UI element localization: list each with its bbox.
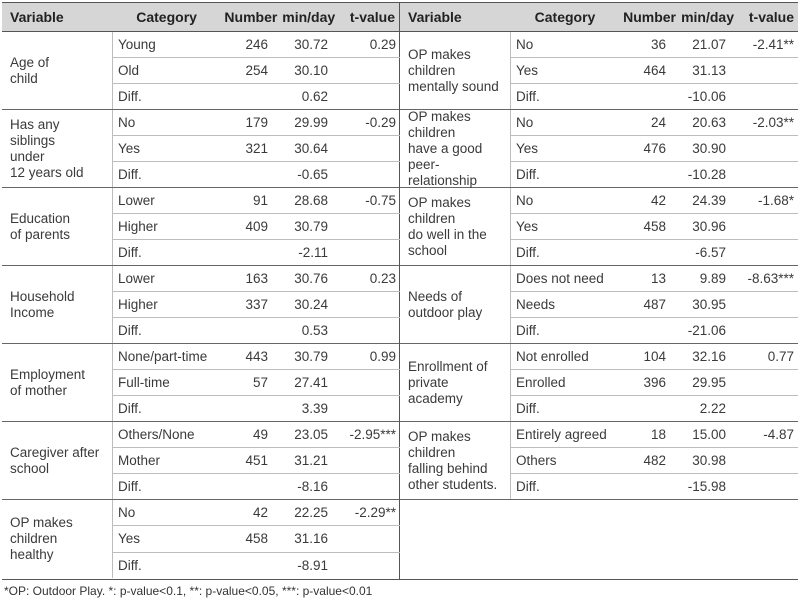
cell-number: 91 xyxy=(252,193,268,208)
cell-category: No xyxy=(510,32,620,57)
table-header xyxy=(2,3,399,32)
table-row xyxy=(112,344,400,369)
cell-category: Lower xyxy=(112,266,222,291)
variable-group xyxy=(400,32,798,110)
cell-t-value: -2.29** xyxy=(354,505,396,521)
table-row xyxy=(112,291,400,317)
cell-min-per-day: 29.95 xyxy=(692,375,726,390)
variable-label: OP makes children do well in the school xyxy=(408,194,487,258)
variable-group xyxy=(2,188,399,266)
category-rows xyxy=(112,422,400,499)
cell-min-per-day: 15.00 xyxy=(692,427,726,442)
cell-min-per-day: 30.24 xyxy=(294,297,328,312)
category-rows xyxy=(112,344,400,421)
header-category: Category xyxy=(534,9,596,25)
table-row xyxy=(510,266,798,291)
category-rows xyxy=(510,188,798,265)
cell-number: 179 xyxy=(245,115,268,130)
table-header xyxy=(400,3,798,32)
cell-number: 163 xyxy=(245,271,268,286)
table-row xyxy=(510,239,798,265)
variable-group xyxy=(2,422,399,500)
cell-t-value: -0.75 xyxy=(365,193,396,208)
table-row xyxy=(510,32,798,57)
variable-label: Education of parents xyxy=(10,210,71,242)
header-variable: Variable xyxy=(408,9,462,25)
table-row xyxy=(510,344,798,369)
table-row xyxy=(112,447,400,473)
cell-min-per-day: 29.99 xyxy=(294,115,328,130)
cell-t-value: -2.41** xyxy=(752,37,794,52)
cell-min-per-day: -6.57 xyxy=(695,245,726,260)
category-rows xyxy=(112,188,400,265)
table-row xyxy=(112,317,400,343)
header-number: Number xyxy=(224,9,278,25)
cell-number: 476 xyxy=(643,141,666,156)
cell-category: Needs xyxy=(510,292,620,317)
cell-min-per-day: 9.89 xyxy=(699,271,726,286)
header-t-value: t-value xyxy=(748,9,794,25)
cell-t-value: -8.63*** xyxy=(747,271,794,286)
table-row xyxy=(112,552,400,578)
cell-min-per-day: 20.63 xyxy=(692,115,726,130)
cell-category: Others/None xyxy=(112,422,222,447)
cell-number: 24 xyxy=(650,115,666,130)
variable-group xyxy=(2,110,399,188)
category-rows xyxy=(510,344,798,421)
cell-number: 396 xyxy=(643,375,666,390)
cell-min-per-day: 30.98 xyxy=(692,453,726,468)
table-row xyxy=(112,213,400,239)
cell-category: Does not need xyxy=(510,266,620,291)
cell-min-per-day: 30.10 xyxy=(294,63,328,78)
table-row xyxy=(112,525,400,551)
cell-t-value: -1.68* xyxy=(757,193,794,208)
cell-t-value: -0.29 xyxy=(365,115,396,130)
category-rows xyxy=(510,32,798,109)
cell-t-value: 0.29 xyxy=(369,37,396,52)
cell-category: No xyxy=(112,110,222,135)
cell-min-per-day: -10.28 xyxy=(687,167,726,182)
variable-group xyxy=(400,422,798,500)
category-rows xyxy=(510,110,798,187)
variable-label: Enrollment of private academy xyxy=(408,358,488,406)
cell-min-per-day: 2.22 xyxy=(699,401,726,416)
cell-t-value: -2.95*** xyxy=(349,427,396,442)
variable-group xyxy=(2,32,399,110)
table-row xyxy=(112,500,400,525)
variable-group xyxy=(400,188,798,266)
cell-number: 443 xyxy=(245,349,268,364)
table-row xyxy=(112,83,400,109)
cell-min-per-day: 0.53 xyxy=(301,323,328,338)
cell-category: No xyxy=(510,110,620,135)
cell-category: Diff. xyxy=(510,240,620,265)
table-row xyxy=(510,447,798,473)
results-table xyxy=(2,2,798,580)
cell-category: Enrolled xyxy=(510,370,620,395)
cell-category: Higher xyxy=(112,214,222,239)
cell-min-per-day: 3.39 xyxy=(301,401,328,416)
cell-min-per-day: -15.98 xyxy=(687,479,726,494)
cell-number: 409 xyxy=(245,219,268,234)
cell-category: Diff. xyxy=(112,553,222,578)
cell-min-per-day: 31.21 xyxy=(294,453,328,468)
variable-label: Needs of outdoor play xyxy=(408,288,483,320)
cell-t-value: 0.99 xyxy=(369,349,396,364)
table-row xyxy=(112,473,400,499)
cell-min-per-day: 31.13 xyxy=(692,63,726,78)
category-rows xyxy=(112,32,400,109)
cell-number: 337 xyxy=(245,297,268,312)
cell-number: 42 xyxy=(650,193,666,208)
cell-min-per-day: -8.16 xyxy=(297,479,328,494)
cell-min-per-day: 27.41 xyxy=(294,375,328,390)
cell-category: Entirely agreed xyxy=(510,422,620,447)
cell-category: None/part-time xyxy=(112,344,222,369)
cell-category: Diff. xyxy=(112,396,222,421)
cell-number: 458 xyxy=(643,219,666,234)
cell-min-per-day: 30.96 xyxy=(692,219,726,234)
table-row xyxy=(510,83,798,109)
cell-number: 458 xyxy=(245,531,268,547)
variable-group xyxy=(400,110,798,188)
cell-number: 246 xyxy=(245,37,268,52)
table-left-half xyxy=(2,2,400,580)
table-body-right xyxy=(400,32,798,579)
cell-category: Full-time xyxy=(112,370,222,395)
variable-label: OP makes children have a good peer-relationship xyxy=(408,108,483,188)
cell-category: Diff. xyxy=(112,84,222,109)
category-rows xyxy=(112,266,400,343)
category-rows xyxy=(510,422,798,499)
category-rows xyxy=(112,110,400,187)
cell-category: Mother xyxy=(112,448,222,473)
category-rows xyxy=(510,266,798,343)
table-right-half xyxy=(400,2,798,580)
cell-category: Not enrolled xyxy=(510,344,620,369)
cell-t-value: 0.77 xyxy=(767,349,794,364)
cell-number: 49 xyxy=(252,427,268,442)
table-row xyxy=(112,32,400,57)
cell-min-per-day: 24.39 xyxy=(692,193,726,208)
cell-min-per-day: -21.06 xyxy=(687,323,726,338)
table-row xyxy=(112,369,400,395)
table-row xyxy=(510,110,798,135)
table-row xyxy=(510,161,798,187)
variable-group xyxy=(400,266,798,344)
cell-category: Others xyxy=(510,448,620,473)
variable-label: Household Income xyxy=(10,288,75,320)
cell-min-per-day: 30.76 xyxy=(294,271,328,286)
cell-number: 42 xyxy=(252,505,268,521)
table-row xyxy=(112,239,400,265)
variable-group xyxy=(2,266,399,344)
cell-category: Yes xyxy=(112,526,222,551)
cell-number: 464 xyxy=(643,63,666,78)
table-row xyxy=(510,291,798,317)
cell-category: Lower xyxy=(112,188,222,213)
variable-label: Age of child xyxy=(10,54,50,86)
header-category: Category xyxy=(136,9,197,25)
table-row xyxy=(510,213,798,239)
cell-min-per-day: 23.05 xyxy=(294,427,328,442)
cell-category: Diff. xyxy=(112,474,222,499)
table-row xyxy=(510,57,798,83)
table-body-left xyxy=(2,32,399,579)
cell-t-value: -2.03** xyxy=(752,115,794,130)
cell-category: Diff. xyxy=(112,240,222,265)
table-row xyxy=(112,57,400,83)
cell-category: Yes xyxy=(510,136,620,161)
cell-number: 321 xyxy=(245,141,268,156)
variable-label: OP makes children healthy xyxy=(10,515,73,562)
cell-category: No xyxy=(112,500,222,525)
cell-min-per-day: 30.95 xyxy=(692,297,726,312)
header-t-value: t-value xyxy=(349,9,396,25)
table-row xyxy=(510,422,798,447)
cell-min-per-day: 30.79 xyxy=(294,349,328,364)
table-row xyxy=(510,369,798,395)
cell-min-per-day: -10.06 xyxy=(687,89,726,104)
variable-label: Caregiver after school xyxy=(10,444,100,476)
cell-min-per-day: 30.90 xyxy=(692,141,726,156)
cell-category: Diff. xyxy=(510,396,620,421)
table-row xyxy=(112,395,400,421)
cell-number: 482 xyxy=(643,453,666,468)
cell-min-per-day: -2.11 xyxy=(298,245,328,260)
header-min-per-day: min/day xyxy=(681,9,734,25)
variable-label: Has any siblings under 12 years old xyxy=(10,116,84,180)
table-row xyxy=(112,135,400,161)
cell-min-per-day: 30.79 xyxy=(294,219,328,234)
header-variable: Variable xyxy=(10,9,64,25)
table-footnote: *OP: Outdoor Play. *: p-value<0.1, **: p-value<0.05, ***: p-value<0.01 xyxy=(4,584,373,598)
cell-category: Diff. xyxy=(112,162,222,187)
variable-label: OP makes children falling behind other students. xyxy=(408,428,498,492)
table-row xyxy=(112,161,400,187)
cell-min-per-day: 31.16 xyxy=(294,531,328,547)
cell-category: Higher xyxy=(112,292,222,317)
cell-min-per-day: 30.72 xyxy=(294,37,328,52)
empty-area xyxy=(400,500,798,579)
cell-number: 487 xyxy=(643,297,666,312)
cell-number: 57 xyxy=(252,375,268,390)
cell-min-per-day: 30.64 xyxy=(294,141,328,156)
cell-min-per-day: 28.68 xyxy=(294,193,328,208)
cell-category: Young xyxy=(112,32,222,57)
cell-min-per-day: 0.62 xyxy=(301,89,328,104)
cell-category: Diff. xyxy=(112,318,222,343)
variable-label: OP makes children mentally sound xyxy=(408,46,499,94)
cell-number: 18 xyxy=(650,427,666,442)
cell-category: Diff. xyxy=(510,474,620,499)
table-row xyxy=(112,188,400,213)
cell-t-value: 0.23 xyxy=(369,271,396,286)
header-number: Number xyxy=(623,9,676,25)
table-row xyxy=(510,188,798,213)
cell-category: Diff. xyxy=(510,84,620,109)
table-row xyxy=(112,422,400,447)
cell-category: No xyxy=(510,188,620,213)
cell-min-per-day: -0.65 xyxy=(297,167,328,182)
cell-number: 451 xyxy=(245,453,268,468)
cell-category: Diff. xyxy=(510,162,620,187)
table-row xyxy=(112,110,400,135)
category-rows xyxy=(112,500,400,578)
variable-group xyxy=(2,344,399,422)
table-row xyxy=(510,473,798,499)
cell-t-value: -4.87 xyxy=(763,427,794,442)
cell-number: 254 xyxy=(245,63,268,78)
cell-category: Yes xyxy=(112,136,222,161)
cell-number: 104 xyxy=(643,349,666,364)
cell-number: 13 xyxy=(650,271,666,286)
cell-min-per-day: 32.16 xyxy=(692,349,726,364)
table-row xyxy=(510,317,798,343)
cell-min-per-day: 21.07 xyxy=(692,37,726,52)
table-row xyxy=(510,395,798,421)
cell-min-per-day: -8.91 xyxy=(297,557,328,573)
cell-category: Yes xyxy=(510,58,620,83)
cell-min-per-day: 22.25 xyxy=(294,505,328,521)
variable-group xyxy=(400,344,798,422)
cell-category: Yes xyxy=(510,214,620,239)
cell-category: Diff. xyxy=(510,318,620,343)
cell-number: 36 xyxy=(650,37,666,52)
header-min-per-day: min/day xyxy=(282,9,336,25)
table-row xyxy=(510,135,798,161)
variable-group xyxy=(2,500,399,578)
variable-label: Employment of mother xyxy=(10,366,86,398)
table-row xyxy=(112,266,400,291)
cell-category: Old xyxy=(112,58,222,83)
